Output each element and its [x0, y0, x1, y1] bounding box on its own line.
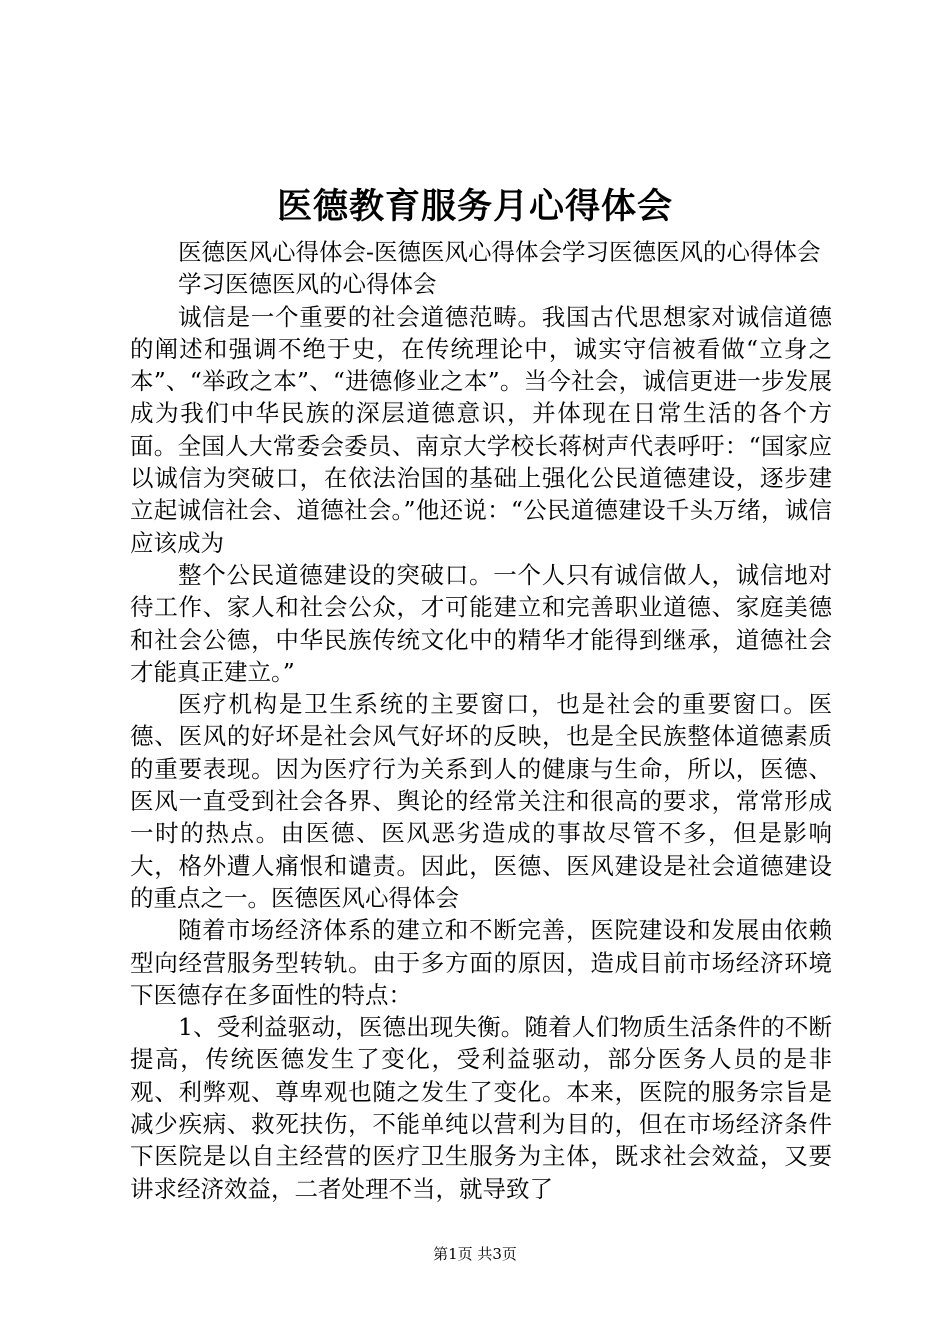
paragraph-integrity: 诚信是一个重要的社会道德范畴。我国古代思想家对诚信道德的阐述和强调不绝于史，在传统理论中，诚实守信被看做“立身之本”、“举政之本”、“进德修业之本”。当今社会，诚信更进一步发展成为我们中华民族的深层道德意识，并体现在日常生活的各个方面。全国人大常委会委员、南京大学校长蒋树声代表呼吁：“国家应以诚信为突破口，在依法治国的基础上强化公民道德建设，逐步建立起诚信社会、道德社会。”他还说：“公民道德建设千头万绪，诚信应该成为 [130, 302, 832, 557]
paragraph-point-one: 1、受利益驱动，医德出现失衡。随着人们物质生活条件的不断提高，传统医德发生了变化，受利益驱动，部分医务人员的是非观、利弊观、尊卑观也随之发生了变化。本来，医院的服务宗旨是减少疾病、救死扶伤，不能单纯以营利为目的，但在市场经济条件下医院是以自主经营的医疗卫生服务为主体，既求社会效益，又要讲求经济效益，二者处理不当，就导致了 [130, 1013, 832, 1203]
paragraph-breakthrough: 整个公民道德建设的突破口。一个人只有诚信做人，诚信地对待工作、家人和社会公众，才可能建立和完善职业道德、家庭美德和社会公德，中华民族传统文化中的精华才能得到继承，道德社会才能真正建立。” [130, 560, 832, 686]
document-title: 医德教育服务月心得体会 [276, 186, 673, 227]
document-body [130, 236, 832, 1205]
page-footer: 第1页 共3页 [433, 1245, 517, 1263]
paragraph-heading-line: 医德医风心得体会-医德医风心得体会学习医德医风的心得体会 [178, 238, 821, 266]
paragraph-subtitle: 学习医德医风的心得体会 [178, 270, 437, 299]
paragraph-market-economy: 随着市场经济体系的建立和不断完善，医院建设和发展由依赖型向经营服务型转轨。由于多方面的原因，造成目前市场经济环境下医德存在多面性的特点： [130, 916, 832, 1009]
paragraph-medical-institutions: 医疗机构是卫生系统的主要窗口，也是社会的重要窗口。医德、医风的好坏是社会风气好坏的反映，也是全民族整体道德素质的重要表现。因为医疗行为关系到人的健康与生命，所以，医德、医风一直受到社会各界、舆论的经常关注和很高的要求，常常形成一时的热点。由医德、医风恶劣造成的事故尽管不多，但是影响大，格外遭人痛恨和谴责。因此，医德、医风建设是社会道德建设的重点之一。医德医风心得体会 [130, 690, 832, 912]
